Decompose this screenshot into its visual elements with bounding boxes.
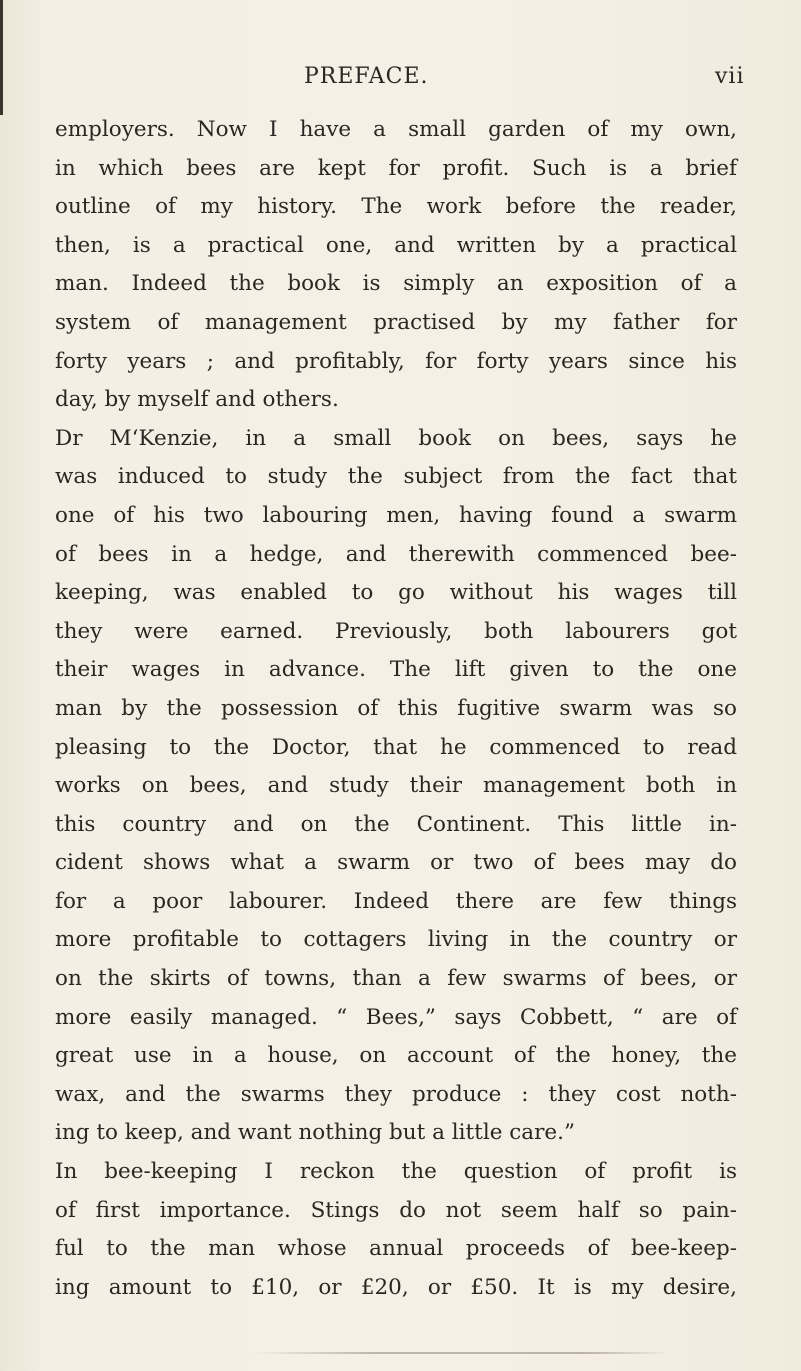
text-line: keeping, was enabled to go without his wages till bbox=[55, 580, 737, 606]
text-line: more profitable to cottagers living in the country or bbox=[55, 927, 737, 953]
text-line: of first importance. Stings do not seem half so pain- bbox=[55, 1197, 737, 1223]
text-line: system of management practised by my father for bbox=[55, 309, 737, 335]
text-line: one of his two labouring men, having found a swarm bbox=[55, 502, 737, 528]
text-line: for a poor labourer. Indeed there are few things bbox=[55, 888, 737, 914]
body-text bbox=[55, 111, 737, 1307]
text-line: wax, and the swarms they produce : they cost noth- bbox=[55, 1081, 737, 1107]
text-line: this country and on the Continent. This little in- bbox=[55, 811, 737, 837]
text-line: man. Indeed the book is simply an exposition of a bbox=[55, 271, 737, 297]
paragraph-start-line: In bee-keeping I reckon the question of profit is bbox=[55, 1159, 737, 1185]
text-line: pleasing to the Doctor, that he commenced to read bbox=[55, 734, 737, 760]
text-line: employers. Now I have a small garden of my own, bbox=[55, 117, 737, 142]
text-line: forty years ; and profitably, for forty years since his bbox=[55, 348, 737, 374]
text-line: works on bees, and study their management both in bbox=[55, 773, 737, 799]
running-title: PREFACE. bbox=[304, 64, 429, 89]
text-line: they were earned. Previously, both labourers got bbox=[55, 618, 737, 644]
text-line: cident shows what a swarm or two of bees may do bbox=[55, 850, 737, 876]
text-line: on the skirts of towns, than a few swarms of bees, or bbox=[55, 966, 737, 992]
text-line: in which bees are kept for profit. Such is a brief bbox=[55, 155, 737, 181]
text-line: of bees in a hedge, and therewith commenced bee- bbox=[55, 541, 737, 567]
text-line: more easily managed. “ Bees,” says Cobbett, “ are of bbox=[55, 1004, 737, 1030]
text-line: man by the possession of this fugitive swarm was so bbox=[55, 695, 737, 721]
page-bottom-shadow bbox=[250, 1352, 670, 1354]
text-line: ing amount to £10, or £20, or £50. It is my desire, bbox=[55, 1274, 737, 1300]
text-line: great use in a house, on account of the honey, the bbox=[55, 1043, 737, 1069]
paragraph-start-line: Dr M‘Kenzie, in a small book on bees, says he bbox=[55, 425, 737, 451]
text-line: their wages in advance. The lift given to the one bbox=[55, 657, 737, 683]
paragraph-end-line: day, by myself and others. bbox=[55, 387, 339, 413]
text-line: outline of my history. The work before the reader, bbox=[55, 194, 737, 220]
running-head bbox=[0, 64, 801, 104]
text-line: was induced to study the subject from the fact that bbox=[55, 464, 737, 490]
page-number: vii bbox=[715, 64, 745, 89]
text-line: then, is a practical one, and written by a practical bbox=[55, 232, 737, 258]
paragraph-end-line: ing to keep, and want nothing but a little care.” bbox=[55, 1120, 575, 1146]
text-line: ful to the man whose annual proceeds of bee-keep- bbox=[55, 1236, 737, 1262]
